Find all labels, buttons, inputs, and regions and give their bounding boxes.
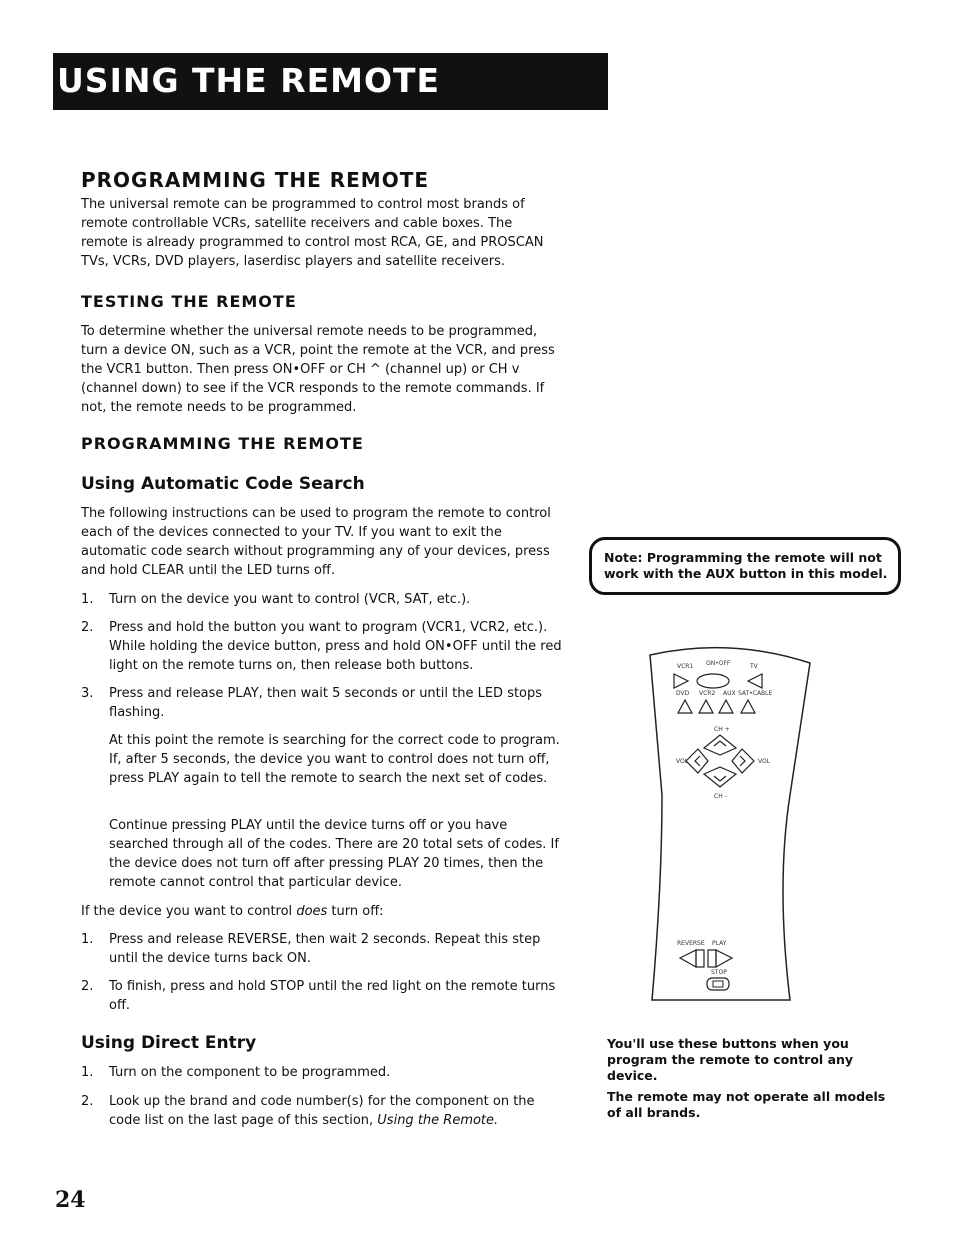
heading-testing-remote: TESTING THE REMOTE (81, 292, 297, 311)
caption-brands: The remote may not operate all models of all brands. (607, 1089, 886, 1120)
label-vol-plus: VOL (758, 758, 771, 765)
list-item (81, 1092, 563, 1130)
turn-off-condition: If the device you want to control does turn off: (81, 904, 384, 919)
section-banner (53, 53, 608, 110)
list-text: Press and release REVERSE, then wait 2 seconds. Repeat this step until the device turns back ON. (109, 932, 541, 966)
searching-paragraph: At this point the remote is searching for the correct code to program. If, after 5 seconds, the device you want to control does not turn off, press PLAY again to tell the remote to search the next set of codes. (109, 733, 560, 786)
testing-paragraph: To determine whether the universal remote needs to be programmed, turn a device ON, such as a VCR, point the remote at the VCR, and press the VCR1 button. Then press ON•OFF or CH ^ (channel up) or CH v (channel down) to see if the VCR responds to the remote commands. If not, the remote needs to be programmed. (81, 324, 555, 415)
label-ch-down: CH - (714, 793, 727, 800)
label-ch-up: CH + (714, 726, 730, 733)
label-play: PLAY (712, 940, 727, 947)
list-number: 2. (81, 620, 94, 635)
list-item (81, 590, 563, 609)
list-text: Turn on the device you want to control (VCR, SAT, etc.). (109, 592, 471, 607)
label-vol-minus: VOL (676, 758, 689, 765)
heading-programming-remote: PROGRAMMING THE REMOTE (81, 168, 429, 192)
list-item (81, 977, 563, 1015)
label-reverse: REVERSE (677, 940, 705, 947)
list-item (81, 1063, 563, 1082)
heading-direct-entry: Using Direct Entry (81, 1033, 257, 1053)
list-number: 3. (81, 686, 94, 701)
heading-automatic-code-search: Using Automatic Code Search (81, 474, 365, 494)
label-dvd: DVD (676, 690, 690, 697)
note-text: Note: Programming the remote will not work with the AUX button in this model. (604, 550, 888, 581)
note-box (589, 537, 901, 595)
list-text: To finish, press and hold STOP until the red light on the remote turns off. (109, 979, 556, 1013)
auto-intro-paragraph: The following instructions can be used to program the remote to control each of the devices connected to your TV. If you want to exit the automatic code search without programming any of your devices, press and hold CLEAR until the LED turns off. (81, 506, 551, 578)
list-number: 1. (81, 932, 94, 947)
caption-buttons: You'll use these buttons when you program the remote to control any device. (607, 1036, 854, 1083)
label-stop: STOP (711, 969, 727, 976)
label-onoff: ON•OFF (706, 660, 731, 667)
list-item (81, 930, 563, 968)
list-item (81, 618, 563, 675)
list-item (81, 684, 563, 722)
label-vcr2: VCR2 (699, 690, 716, 697)
page-number: 24 (55, 1187, 86, 1213)
list-number: 2. (81, 1094, 94, 1109)
label-aux: AUX (723, 690, 736, 697)
label-sat-cable: SAT•CABLE (738, 690, 773, 697)
intro-paragraph: The universal remote can be programmed to control most brands of remote controllable VCRs, satellite receivers and cable boxes. The remote is already programmed to control most RCA, GE, and PROSCAN TVs, VCRs, DVD players, laserdisc players and satellite receivers. (81, 197, 544, 269)
label-vcr1: VCR1 (677, 663, 694, 670)
heading-programming-remote-2: PROGRAMMING THE REMOTE (81, 434, 364, 453)
list-text: Look up the brand and code number(s) for the component on the code list on the last page of this section, Using the Remote. (109, 1094, 535, 1128)
list-number: 1. (81, 1065, 94, 1080)
banner-title: USING THE REMOTE (57, 61, 441, 100)
remote-illustration (640, 645, 820, 1015)
list-number: 1. (81, 592, 94, 607)
list-text: Turn on the component to be programmed. (109, 1065, 391, 1080)
list-text: Press and hold the button you want to program (VCR1, VCR2, etc.). While holding the device button, press and hold ON•OFF until the red light on the remote turns on, then release both buttons. (109, 620, 562, 673)
list-text: Press and release PLAY, then wait 5 seconds or until the LED stops flashing. (109, 686, 543, 720)
label-tv: TV (750, 663, 758, 670)
list-number: 2. (81, 979, 94, 994)
continue-paragraph: Continue pressing PLAY until the device turns off or you have searched through all of the codes. There are 20 total sets of codes. If the device does not turn off after pressing PLAY 20 times, then the remote cannot control that particular device. (109, 818, 559, 890)
